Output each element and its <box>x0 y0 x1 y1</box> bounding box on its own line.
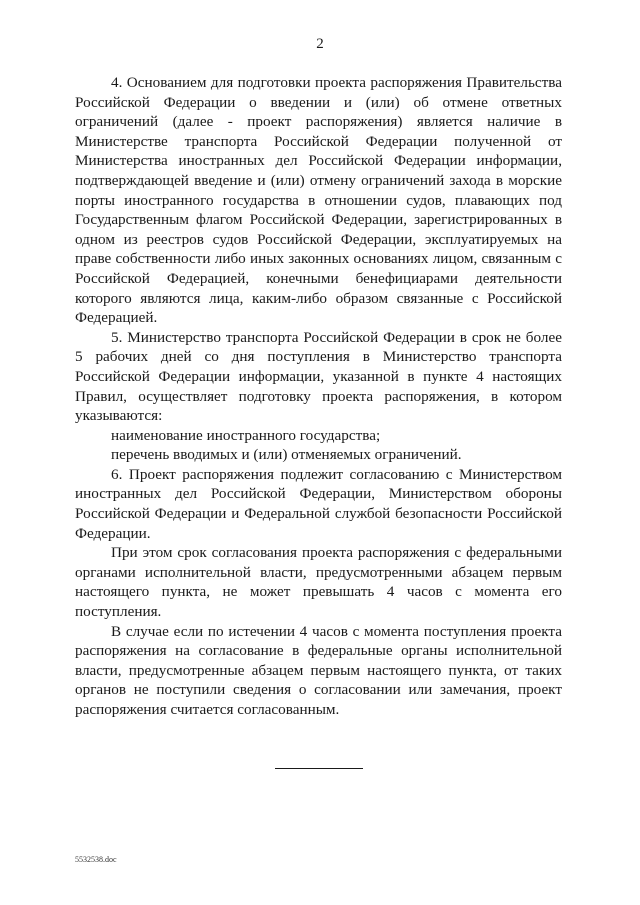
document-body <box>75 73 562 720</box>
paragraph-approval-term: При этом срок согласования проекта распоряжения с федеральными органами исполнительной власти, предусмотренными абзацем первым настоящего пункта, не может превышать 4 часов с момента его поступления. <box>75 544 562 621</box>
page-number: 2 <box>316 36 324 52</box>
paragraph-item-6: 6. Проект распоряжения подлежит согласованию с Министерством иностранных дел Российской Федерации, Министерством обороны Российской Федерации и Федеральной службой безопасности Российской Федерации. <box>75 465 562 542</box>
paragraph-tacit-approval: В случае если по истечении 4 часов с момента поступления проекта распоряжения на согласование в федеральные органы исполнительной власти, предусмотренные абзацем первым настоящего пункта, от таких органов не поступили сведения о согласовании или замечания, проект распоряжения считается согласованным. <box>75 622 562 718</box>
paragraph-item-4: 4. Основанием для подготовки проекта распоряжения Правительства Российской Федерации о введении и (или) об отмене ответных ограничений (далее - проект распоряжения) является наличие в Министерстве транспорта Российской Федерации полученной от Министерства иностранных дел Российской Федерации информации, подтверждающей введение и (или) отмену ограничений захода в морские порты иностранного государства в отношении судов, плавающих под Государственным флагом Российской Федерации, зарегистрированных в одном из реестров судов Российской Федерации, эксплуатируемых на праве собственности либо иных законных основаниях лицом, связанным с Российской Федерацией, конечными бенефициарами деятельности которого являются лица, каким-либо образом связанные с Российской Федерацией. <box>75 74 562 327</box>
document-file-id: 5532538.doc <box>75 855 117 864</box>
end-of-text-rule <box>275 768 363 769</box>
list-line-restrictions: перечень вводимых и (или) отменяемых ограничений. <box>111 446 462 464</box>
list-line-state-name: наименование иностранного государства; <box>111 426 381 444</box>
paragraph-item-5: 5. Министерство транспорта Российской Федерации в срок не более 5 рабочих дней со дня поступления в Министерство транспорта Российской Федерации информации, указанной в пункте 4 настоящих Правил, осуществляет подготовку проекта распоряжения, в котором указываются: <box>75 328 562 425</box>
